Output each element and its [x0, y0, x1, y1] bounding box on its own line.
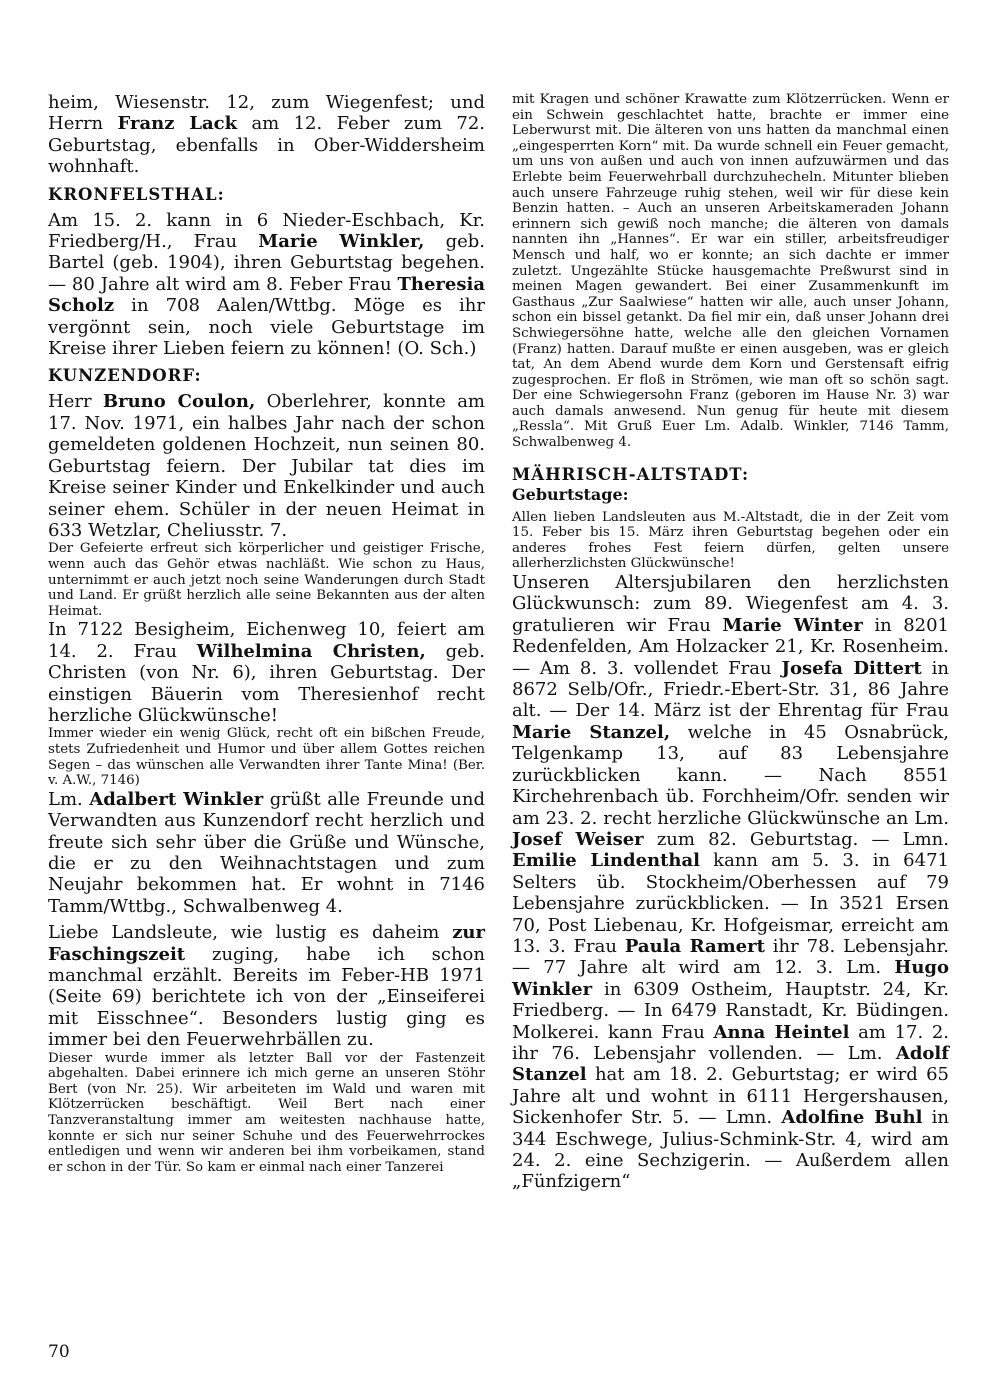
paragraph: heim, Wiesenstr. 12, zum Wiegenfest; und Herrn Franz Lack am 12. Feber zum 72. Geburtstag, ebenfalls in Ober-Widdersheim wohnhaft.	[48, 92, 486, 178]
bold-name: Josefa Dittert	[781, 657, 922, 679]
bold-name: Adalbert Winkler	[89, 788, 264, 810]
small-paragraph: mit Kragen und schöner Krawatte zum Klötzerrücken. Wenn er ein Schwein geschlachtet hatte, brachte er immer eine Leberwurst mit. Die älteren von uns hatten da manchmal einen „eingesperrten Korn“ mit. Da wurde schnell ein Feuer gemacht, um uns von außen und auch von innen aufzuwärmen und das Erlebte beim Feuerwehrball durchzuhecheln. Mitunter blieben auch unsere Fahrzeuge ruhig stehen, weil wir für diese kein Benzin hatten. – Auch an unseren Arbeitskameraden Johann erinnern sich gewiß noch manche; die älteren von damals nannten ihn „Hannes“. Er war ein stiller, arbeitsfreudiger Mensch und half, wo er konnte; an sich dachte er immer zuletzt. Ungezählte Stücke hausgemachte Preßwurst sind in meinen Magen gewandert. Bei einer Zusammenkunft im Gasthaus „Zur Saalwiese“ hatten wir alle, auch unser Johann, schon ein bissel getankt. Da fiel mir ein, daß unser Johann drei Schwiegersöhne hatte, welche alle den gleichen Vornamen (Franz) hatten. Darauf mußte er einen ausgeben, was er gleich tat, An dem Abend wurde dem Korn und Gerstensaft eifrig zugesprochen. Er floß in Strömen, wie man oft so schön sagt. Der eine Schwiegersohn Franz (geboren im Hause Nr. 3) war auch damals anwesend. Nun genug für heute mit diesem „Ressla“. Mit Gruß Euer Lm. Adalb. Winkler, 7146 Tamm, Schwalbenweg 4.	[512, 92, 949, 451]
small-paragraph: Dieser wurde immer als letzter Ball vor der Fastenzeit abgehalten. Dabei erinnere ich mich gerne an unseren Stöhr Bert (von Nr. 25). Wir arbeiteten im Wald und waren mit Klötzerrücken beschäftigt. Weil Bert nach einer Tanzveranstaltung immer am weitesten nachhause hatte, konnte er sich nur seiner Schuhe und des Feuerwehrrockes entledigen und wenn wir anderen bei ihm vorbeikamen, stand er schon in der Tür. So kam er einmal nach einer Tanzerei	[48, 1050, 485, 1175]
bold-name: Marie Winter	[722, 614, 863, 636]
bold-name: Josef Weiser	[512, 828, 644, 850]
paragraph: Lm. Adalbert Winkler grüßt alle Freunde und Verwandten aus Kunzendorf recht herzlich und freute sich sehr über die Grüße und Wünsche, die er zu den Weihnachtstagen und zum Neujahr bekommen hat. Er wohnt in 7146 Tamm/Wttbg., Schwalbenweg 4.	[48, 788, 486, 917]
paragraph: Am 15. 2. kann in 6 Nieder-Eschbach, Kr. Friedberg/H., Frau Marie Winkler, geb. Bartel (geb. 1904), ihren Geburtstag begehen. — 80 Jahre alt wird am 8. Feber Frau Theresia Scholz in 708 Aalen/Wttbg. Möge es ihr vergönnt sein, noch viele Geburtstage im Kreise ihrer Lieben feiern zu können! (O. Sch.)	[48, 209, 485, 360]
bold-name: Marie Winkler,	[258, 231, 425, 253]
bold-name: Paula Ramert	[624, 935, 765, 957]
bold-name: zur Faschingszeit	[48, 922, 485, 965]
small-paragraph: Allen lieben Landsleuten aus M.-Altstadt, die in der Zeit vom 15. Feber bis 15. März ihren Geburtstag begehen oder ein anderes frohes Fest feiern dürfen, gelten unsere allerherzlichsten Glückwünsche!	[512, 509, 949, 572]
subheading-geburtstage: Geburtstage:	[512, 484, 629, 504]
paragraph: In 7122 Besigheim, Eichenweg 10, feiert am 14. 2. Frau Wilhelmina Christen, geb. Christen (von Nr. 6), ihren Geburtstag. Der einstigen Bäuerin vom Theresienhof recht herzliche Glückwünsche!	[48, 619, 485, 726]
left-column	[48, 92, 485, 1175]
bold-name: Anna Heintel	[713, 1021, 850, 1043]
bold-name: Adolfine Buhl	[781, 1107, 923, 1129]
section-heading-kronfelsthal: KRONFELSTHAL:	[48, 184, 225, 204]
bold-name: Hugo Winkler	[512, 957, 949, 1000]
section-heading-kunzendorf: KUNZENDORF:	[48, 366, 202, 386]
paragraph: Unseren Altersjubilaren den herzlichsten Glückwunsch: zum 89. Wiegenfest am 4. 3. gratulieren wir Frau Marie Winter in 8201 Redenfelden, Am Holzacker 21, Kr. Rosenheim. — Am 8. 3. vollendet Frau Josefa Dittert in 8672 Selb/Ofr., Friedr.-Ebert-Str. 31, 86 Jahre alt. — Der 14. März ist der Ehrentag für Frau Marie Stanzel, welche in 45 Osnabrück, Telgenkamp 13, auf 83 Lebensjahre zurückblicken kann. — Nach 8551 Kirchehrenbach üb. Forchheim/Ofr. senden wir am 23. 2. recht herzliche Glückwünsche an Lm. Josef Weiser zum 82. Geburtstag. — Lmn. Emilie Lindenthal kann am 5. 3. in 6471 Selters üb. Stockheim/Oberhessen auf 79 Lebensjahre zurückblicken. — In 3521 Ersen 70, Post Liebenau, Kr. Hofgeismar, erreicht am 13. 3. Frau Paula Ramert ihr 78. Lebensjahr. — 77 Jahre alt wird am 12. 3. Lm. Hugo Winkler in 6309 Ostheim, Hauptstr. 24, Kr. Friedberg. — In 6479 Ranstadt, Kr. Büdingen. Molkerei. kann Frau Anna Heintel am 17. 2. ihr 76. Lebensjahr vollenden. — Lm. Adolf Stanzel hat am 18. 2. Geburtstag; er wird 65 Jahre alt und wohnt in 6111 Hergershausen, Sickenhofer Str. 5. — Lmn. Adolfine Buhl in 344 Eschwege, Julius-Schmink-Str. 4, wird am 24. 2. eine Sechzigerin. — Außerdem allen „Fünfzigern“	[512, 572, 950, 1193]
small-paragraph: Immer wieder ein wenig Glück, recht oft ein bißchen Freude, stets Zufriedenheit und Humor und über allem Gottes reichen Segen – das wünschen alle Verwandten ihrer Tante Mina! (Ber. v. A.W., 7146)	[48, 726, 485, 789]
bold-name: Theresia Scholz	[48, 273, 485, 317]
bold-name: Franz Lack	[117, 113, 238, 135]
bold-name: Wilhelmina Christen,	[196, 640, 426, 662]
small-paragraph: Der Gefeierte erfreut sich körperlicher und geistiger Frische, wenn auch das Gehör etwas nachläßt. Wie schon zu Haus, unternimmt er auch jetzt noch seine Wanderungen durch Stadt und Land. Er grüßt herzlich alle seine Bekannten aus der alten Heimat.	[48, 541, 485, 619]
bold-name: Adolf Stanzel	[512, 1042, 949, 1086]
right-column	[512, 92, 949, 1193]
page-number: 70	[48, 1342, 70, 1362]
bold-name: Marie Stanzel,	[512, 721, 671, 743]
section-heading-maehrisch-altstadt: MÄHRISCH-ALTSTADT:	[512, 464, 750, 484]
paragraph: Liebe Landsleute, wie lustig es daheim zur Faschingszeit zuging, habe ich schon manchmal erzählt. Bereits im Feber-HB 1971 (Seite 69) berichtete ich von der „Einseiferei mit Eisschnee“. Besonders lustig ging es immer bei den Feuerwehrbällen zu.	[48, 922, 485, 1051]
paragraph: Herr Bruno Coulon, Oberlehrer, konnte am 17. Nov. 1971, ein halbes Jahr nach der schon gemeldeten goldenen Hochzeit, nun seinen 80. Geburtstag feiern. Der Jubilar tat dies im Kreise seiner Kinder und Enkelkinder und auch seiner ehem. Schüler in der neuen Heimat in 633 Wetzlar, Cheliusstr. 7.	[48, 391, 485, 541]
bold-name: Bruno Coulon,	[102, 391, 256, 413]
bold-name: Emilie Lindenthal	[512, 850, 701, 872]
